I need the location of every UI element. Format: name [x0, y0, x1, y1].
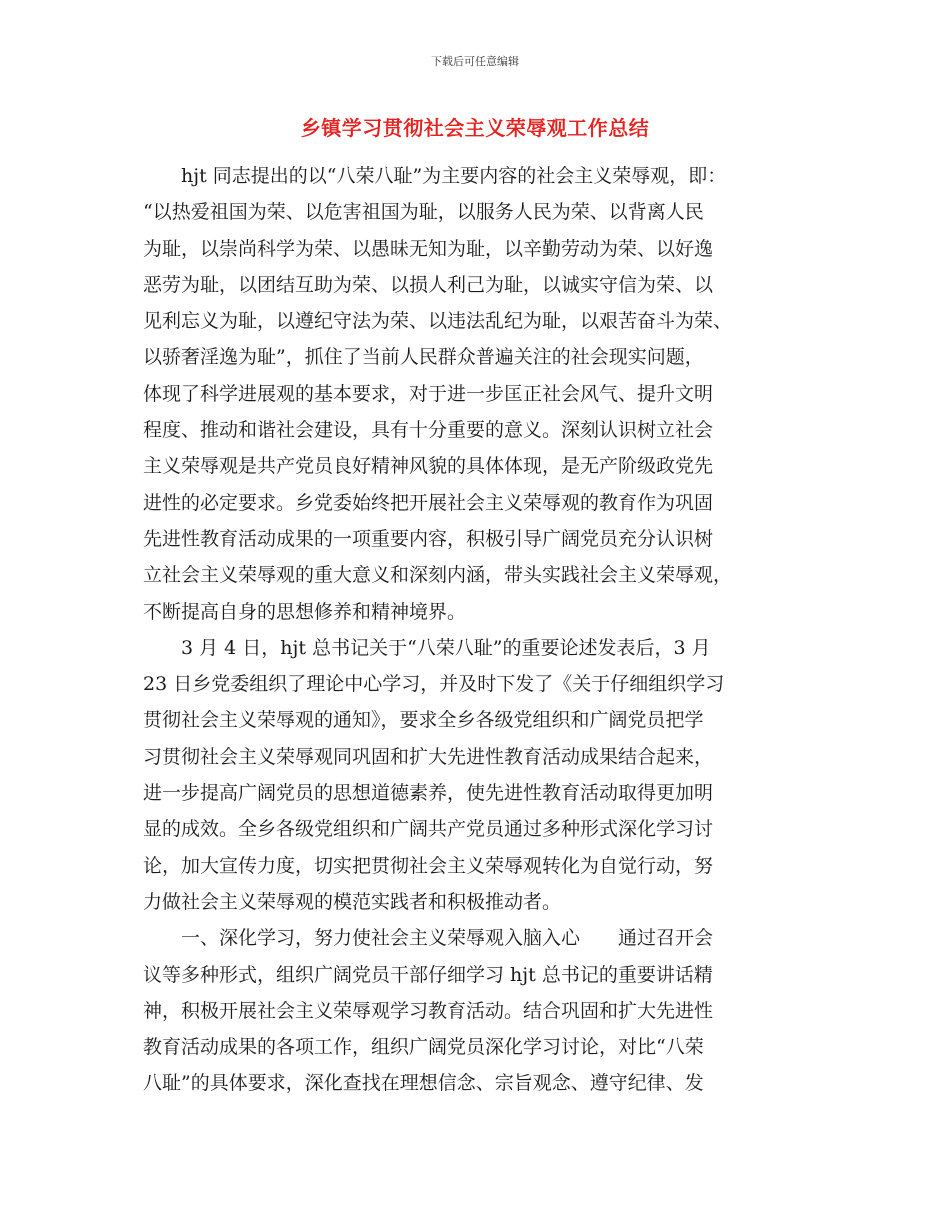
text-line: 23 日乡党委组织了理论中心学习，并及时下发了《关于仔细组织学习 [143, 673, 725, 696]
document-body [143, 158, 803, 1102]
text-line: 以骄奢淫逸为耻”，抓住了当前人民群众普遍关注的社会现实问题， [143, 346, 704, 369]
text-line: 八耻”的具体要求，深化查找在理想信念、宗旨观念、遵守纪律、发 [143, 1072, 704, 1095]
text-line: 进一步提高广阔党员的思想道德素养，使先进性教育活动取得更加明 [143, 782, 714, 805]
text-line: 力做社会主义荣辱观的模范实践者和积极推动者。 [143, 890, 562, 913]
text-line: 进性的必定要求。乡党委始终把开展社会主义荣辱观的教育作为巩固 [143, 491, 714, 514]
text-line: 习贯彻社会主义荣辱观同巩固和扩大先进性教育活动成果结合起来， [143, 745, 714, 768]
text-line: 不断提高自身的思想修养和精神境界。 [143, 600, 467, 623]
text-line: 议等多种形式，组织广阔党员干部仔细学习 hjt 总书记的重要讲话精 [143, 963, 713, 986]
text-line: 恶劳为耻，以团结互助为荣、以损人利己为耻，以诚实守信为荣、以 [143, 273, 714, 296]
header-note: 下载后可任意编辑 [431, 55, 519, 68]
text-line: 立社会主义荣辱观的重大意义和深刻内涵，带头实践社会主义荣辱观， [143, 564, 733, 587]
text-line: 显的成效。全乡各级党组织和广阔共产党员通过多种形式深化学习讨 [143, 818, 714, 841]
text-line: 体现了科学进展观的基本要求，对于进一步匡正社会风气、提升文明 [143, 382, 714, 405]
text-line: 一、深化学习，努力使社会主义荣辱观入脑入心 通过召开会 [143, 927, 714, 950]
text-line: 主义荣辱观是共产党员良好精神风貌的具体体现，是无产阶级政党先 [143, 455, 714, 478]
text-line: 3 月 4 日，hjt 总书记关于“八荣八耻”的重要论述发表后，3 月 [143, 636, 711, 659]
document-title: 乡镇学习贯彻社会主义荣辱观工作总结 [300, 116, 650, 140]
text-line: “以热爱祖国为荣、以危害祖国为耻，以服务人民为荣、以背离人民 [143, 201, 704, 224]
text-line: 程度、推动和谐社会建设，具有十分重要的意义。深刻认识树立社会 [143, 419, 714, 442]
text-line: 见利忘义为耻，以遵纪守法为荣、以违法乱纪为耻，以艰苦奋斗为荣、 [143, 310, 733, 333]
text-line: 教育活动成果的各项工作，组织广阔党员深化学习讨论，对比“八荣 [143, 1036, 704, 1059]
text-line: 贯彻社会主义荣辱观的通知》，要求全乡各级党组织和广阔党员把学 [143, 709, 704, 732]
text-line: 先进性教育活动成果的一项重要内容，积极引导广阔党员充分认识树 [143, 527, 714, 550]
text-line: 为耻，以崇尚科学为荣、以愚昧无知为耻，以辛勤劳动为荣、以好逸 [143, 237, 714, 260]
text-line: 神，积极开展社会主义荣辱观学习教育活动。结合巩固和扩大先进性 [143, 999, 714, 1022]
text-line: hjt 同志提出的以“八荣八耻”为主要内容的社会主义荣辱观，即： [143, 165, 727, 187]
text-line: 论，加大宣传力度，切实把贯彻社会主义荣辱观转化为自觉行动，努 [143, 854, 714, 877]
